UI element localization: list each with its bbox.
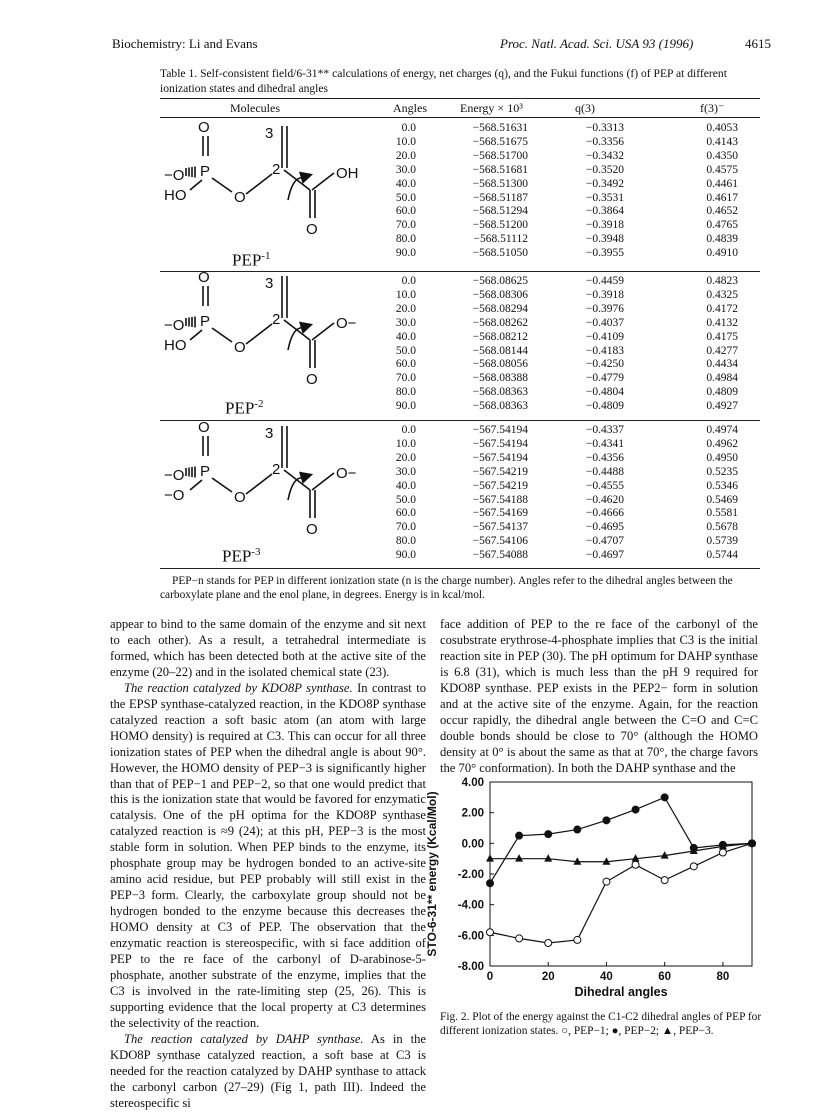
table-cell: 0.4839 [706,233,738,246]
table-cell: −0.4341 [585,437,624,450]
paragraph: appear to bind to the same domain of the enzyme and sit next to each other). As a result, a tetrahedral intermediate is formed, which has been detected both at the active site of the enzyme (20–22) and in the isolated chemical state (23). [110,617,426,679]
data-point-open-circle [516,935,523,942]
atom-o-minus: O− [336,315,357,332]
table-cell: 10.0 [395,437,416,450]
table-cell: −0.4779 [585,372,624,385]
atom-o: O [198,269,210,286]
y-axis-label: STO-6-31** energy (Kcal/Mol) [425,791,439,957]
pep3-label: $PEP^{-3}$ [222,546,261,566]
table-cell: 0.4910 [706,247,738,260]
table-cell: 20.0 [395,451,416,464]
bond [190,180,202,190]
series-line [490,797,752,883]
table-cell: −0.4250 [585,358,624,371]
table-cell: −0.4707 [585,535,624,548]
atom-o-minus: −O [164,167,185,184]
data-point-filled-circle [545,831,552,838]
table-cell: −0.4804 [585,386,624,399]
table-cell: −568.08363 [472,386,528,399]
table-cell: −0.3492 [585,177,624,190]
table-caption: Table 1. Self-consistent field/6-31** calculations of energy, net charges (q), and the Fukui functions (f) of PEP at different ionization states and dihedral angles [160,67,727,95]
atom-o: O [306,521,318,538]
y-tick-label: 2.00 [461,807,484,820]
table-cell: −0.3531 [585,191,624,204]
table-cell: 0.5235 [706,465,738,478]
bond [246,474,272,494]
right-column [440,617,758,777]
table-cell: −567.54106 [472,535,528,548]
table-cell: −567.54219 [472,465,528,478]
y-tick-label: 0.00 [461,838,484,851]
table-cell: −568.08306 [472,288,528,301]
table-cell: 50.0 [395,493,416,506]
col-header-molecules: Molecules [230,101,280,115]
data-point-open-circle [719,849,726,856]
table-cell: 20.0 [395,149,416,162]
bond [212,178,232,192]
col-header-fukui: f(3)⁻ [700,101,725,115]
x-tick-label: 0 [486,971,494,983]
atom-o: O [306,371,318,388]
table-cell: −567.54194 [472,424,528,436]
table-cell: 0.4974 [706,424,738,436]
table-cell: −567.54194 [472,437,528,450]
y-tick-label: -2.00 [457,869,484,881]
data-point-filled-circle [603,817,610,824]
table-cell: −567.54188 [472,493,528,506]
table-cell: −0.4555 [585,479,624,492]
x-axis-label: Dihedral angles [574,985,668,999]
atom-o: O [234,189,246,206]
table-cell: −0.4109 [585,330,624,343]
atom-ho: HO [164,337,187,354]
pep-structures [160,118,400,568]
table-cell: −0.3432 [585,149,624,162]
table-cell: 40.0 [395,330,416,343]
atom-p: P [200,463,211,480]
table-cell: 10.0 [395,135,416,148]
table-cell: 0.4325 [706,288,738,301]
col-header-charge: q(3) [575,101,595,115]
table-cell: −0.4356 [585,451,624,464]
paragraph: The reaction catalyzed by DAHP synthase. As in the KDO8P synthase catalyzed reaction, a soft base at C3 is needed for the reaction catalyzed by DAHP synthase to attack the carbonyl carbon (27–29) (Fig 1, path III). Indeed the stereospecific si [110,1031,426,1110]
bond [190,330,202,340]
atom-o-minus: −O [164,487,185,504]
table-cell: −0.3955 [585,247,624,260]
table-cell: −0.4620 [585,493,624,506]
data-point-filled-circle [487,880,494,887]
table-cell: 0.4277 [706,344,738,357]
table-cell: −568.51200 [472,219,528,232]
table-cell: 0.4984 [706,372,738,385]
table-cell: −0.3976 [585,302,624,315]
table-cell: 0.4809 [706,386,738,399]
table-cell: −568.51300 [472,177,528,190]
atom-o-minus: −O [164,317,185,334]
table-cell: −568.08144 [472,344,528,357]
table-cell: 0.0 [401,424,416,436]
carbon-number: 3 [265,275,274,292]
table-cell: 30.0 [395,316,416,329]
table-cell: 0.4132 [706,316,738,329]
table-cell: 0.4461 [706,177,738,190]
table-cell: −568.08363 [472,400,528,413]
table-cell: 0.4175 [706,330,738,343]
atom-oh: OH [336,165,359,182]
bond [246,324,272,344]
table-cell: 90.0 [395,549,416,562]
page-number: 4615 [745,36,771,51]
data-point-open-circle [690,863,697,870]
table-cell: 0.4434 [706,358,738,371]
atom-p: P [200,313,211,330]
table-cell: 0.4172 [706,302,738,315]
table-top-rule [160,98,760,99]
data-point-filled-circle [574,826,581,833]
carbon-number: 3 [265,425,274,442]
table-cell: 0.4765 [706,219,738,232]
table-footnote: PEP−n stands for PEP in different ionization state (n is the charge number). Angles refer to the dihedral angles between the carboxylate plane and the enol plane, in degrees. Energy is in kcal/mol. [160,575,733,601]
x-tick-label: 80 [716,971,730,983]
carbon-number: 2 [272,311,281,328]
plot-frame [490,782,752,966]
data-point-triangle [515,854,523,862]
table-cell: −568.51294 [472,205,528,218]
bond [312,173,334,190]
table-cell: −0.4809 [585,400,624,413]
table-cell: −568.08388 [472,372,528,385]
table-cell: 30.0 [395,465,416,478]
bond [246,174,272,194]
table-cell: 60.0 [395,205,416,218]
table-cell: −0.3864 [585,205,624,218]
table-cell: 30.0 [395,163,416,176]
data-point-triangle [544,854,552,862]
bond [212,328,232,342]
table-cell: 0.5678 [706,521,738,534]
data-point-filled-circle [661,794,668,801]
table-cell: 0.5744 [706,549,738,562]
table-cell: −568.08625 [472,275,528,287]
table-cell: 0.4950 [706,451,738,464]
table-cell: 0.5346 [706,479,738,492]
atom-o-minus: −O [164,467,185,484]
data-point-filled-circle [632,806,639,813]
table-cell: −567.54194 [472,451,528,464]
table-cell: 70.0 [395,219,416,232]
table-cell: 80.0 [395,386,416,399]
bond [190,480,202,490]
table-cell: 0.5469 [706,493,738,506]
table-cell: 90.0 [395,400,416,413]
table-cell: 40.0 [395,177,416,190]
table-cell: −0.4666 [585,507,624,520]
table-cell: −568.51112 [473,233,528,246]
left-column [110,617,426,1112]
running-head-left: Biochemistry: Li and Evans [112,36,258,51]
table-cell: −568.08056 [472,358,528,371]
carbon-number: 3 [265,125,274,142]
table-cell: −567.54137 [472,521,528,534]
figure-caption: Fig. 2. Plot of the energy against the C1-C2 dihedral angles of PEP for different ionization states. ○, PEP−1; ●, PEP−2; ▲, PEP−3. [440,1011,762,1037]
table-cell: −0.3356 [585,135,624,148]
energy-chart [420,770,770,999]
table-cell: −568.51631 [472,122,528,134]
data-point-open-circle [487,929,494,936]
carbon-number: 2 [272,461,281,478]
atom-ho: HO [164,187,187,204]
table-cell: 0.4143 [706,135,738,148]
table-cell: 50.0 [395,191,416,204]
table-cell: 0.5581 [706,507,738,520]
atom-o: O [234,339,246,356]
table-cell: −567.54219 [472,479,528,492]
table-cell: 20.0 [395,302,416,315]
paragraph: face addition of PEP to the re face of the carbonyl of the cosubstrate erythrose-4-phosphate implies that C3 is the initial reaction site in PEP (30). The pH optimum for DAHP synthase is 6.8 (31), which is much less than the pH 9 required for KDO8P synthase. PEP exists in the PEP2− form in solution and at the active site of the enzyme. Again, for the reaction occur rapidly, the dihedral angle between the C=O and C=C double bonds should be close to 70° (although the HOMO density at 0° is about the same as that at 70°, the charge favors the 70° conformation). In both the DAHP synthase and the [440,617,758,775]
table-cell: −568.08262 [472,316,528,329]
section-title: The reaction catalyzed by DAHP synthase. [124,1031,364,1046]
table-cell: −568.51675 [472,135,528,148]
data-point-open-circle [603,878,610,885]
y-tick-label: -4.00 [457,899,484,912]
running-head-right: Proc. Natl. Acad. Sci. USA 93 (1996) [500,36,694,51]
table-cell: 0.5739 [706,535,738,548]
table-cell: −567.54088 [472,549,528,562]
table-cell: 70.0 [395,521,416,534]
pep2-label: $PEP^{-2}$ [225,398,264,418]
table-cell: 0.4575 [706,163,738,176]
table-cell: 0.4053 [706,122,738,134]
bond [312,323,334,340]
table-cell: 70.0 [395,372,416,385]
table-cell: 0.4962 [706,437,738,450]
table-cell: 40.0 [395,479,416,492]
data-point-open-circle [574,936,581,943]
table-cell: −568.08212 [472,330,528,343]
table-cell: 10.0 [395,288,416,301]
atom-p: P [200,163,211,180]
table-cell: −0.3918 [585,219,624,232]
table-cell: 0.4823 [706,275,738,287]
table-cell: −0.3313 [585,122,624,134]
table-cell: 0.4350 [706,149,738,162]
table-cell: −568.51681 [472,163,528,176]
table-cell: 0.0 [401,275,416,287]
table-cell: −0.3918 [585,288,624,301]
data-point-filled-circle [516,832,523,839]
y-tick-label: -6.00 [457,930,484,943]
table-cell: −0.4183 [585,344,624,357]
section-title: The reaction catalyzed by KDO8P synthase. [124,680,353,695]
pep1-label: $PEP^{-1}$ [232,250,271,270]
table-cell: −0.4459 [585,275,624,287]
table-cell: 60.0 [395,507,416,520]
table-cell: −568.51187 [473,191,528,204]
x-tick-label: 60 [658,971,672,983]
carbon-number: 2 [272,161,281,178]
table-cell: −0.3520 [585,163,624,176]
table-cell: 0.4617 [706,191,738,204]
table-cell: −0.4337 [585,424,624,436]
table-cell: −568.51050 [472,247,528,260]
y-tick-label: 4.00 [461,777,484,789]
table-cell: 50.0 [395,344,416,357]
table-cell: −0.4697 [585,549,624,562]
table-bottom-rule [160,568,760,569]
table-cell: −0.4037 [585,316,624,329]
table-cell: −0.4695 [585,521,624,534]
table-cell: −0.3948 [585,233,624,246]
atom-o: O [198,419,210,436]
x-tick-label: 20 [541,971,555,983]
table-cell: −568.51700 [472,149,528,162]
table-cell: 0.0 [401,122,416,134]
table-cell: −568.08294 [472,302,528,315]
atom-o: O [306,221,318,238]
table-cell: −0.4488 [585,465,624,478]
table-cell: −567.54169 [472,507,528,520]
table-cell: 60.0 [395,358,416,371]
bond [312,473,334,490]
paragraph: The reaction catalyzed by KDO8P synthase. In contrast to the EPSP synthase-catalyzed reaction, in the KDO8P synthase catalyzed reaction a soft basic atom (an atom with large HOMO density) is required at C3. This can occur for all three ionization states of PEP when the dihedral angle is about 90°. However, the HOMO density of PEP−3 is significantly higher than that of PEP−1 and PEP−2, so that one would predict that this is the ionization state that would be favored for enzymatic catalysis. One of the pH optima for the KDO8P synthase catalyzed reaction is ≈9 (24); at this pH, PEP−3 is the most stable form in solution. When PEP binds to the enzyme, its phosphate group may be hydrogen bonded to an active-site amino acid residue, but PEP probably will still exist in the PEP−3 form. Clearly, the carboxylate group should not be hydrogen bonded to the enzyme because this decreases the HOMO density at C3 of PEP. The observation that the enzymatic reaction is stereospecific, with si face addition of PEP to the re face of the carbonyl of D-arabinose-5-phosphate, another substrate of the enzyme, implies that the C3 is involved in the rate-limiting step (25, 26). This is supporting evidence that the local property at C3 determines the selectivity of the reaction. [110,680,426,1030]
atom-o-minus: O− [336,465,357,482]
table-cell: 80.0 [395,233,416,246]
x-tick-label: 40 [600,971,613,983]
y-tick-label: -8.00 [457,961,484,973]
data-point-triangle [486,854,494,862]
table-cell: 90.0 [395,247,416,260]
col-header-angles: Angles [393,101,427,115]
data-point-open-circle [661,877,668,884]
table-cell: 80.0 [395,535,416,548]
col-header-energy: Energy × 10³ [460,101,523,115]
table-cell: 0.4652 [706,205,738,218]
atom-o: O [198,119,210,136]
table-cell: 0.4927 [706,400,738,413]
atom-o: O [234,489,246,506]
bond [212,478,232,492]
data-point-open-circle [632,861,639,868]
data-point-open-circle [545,940,552,947]
